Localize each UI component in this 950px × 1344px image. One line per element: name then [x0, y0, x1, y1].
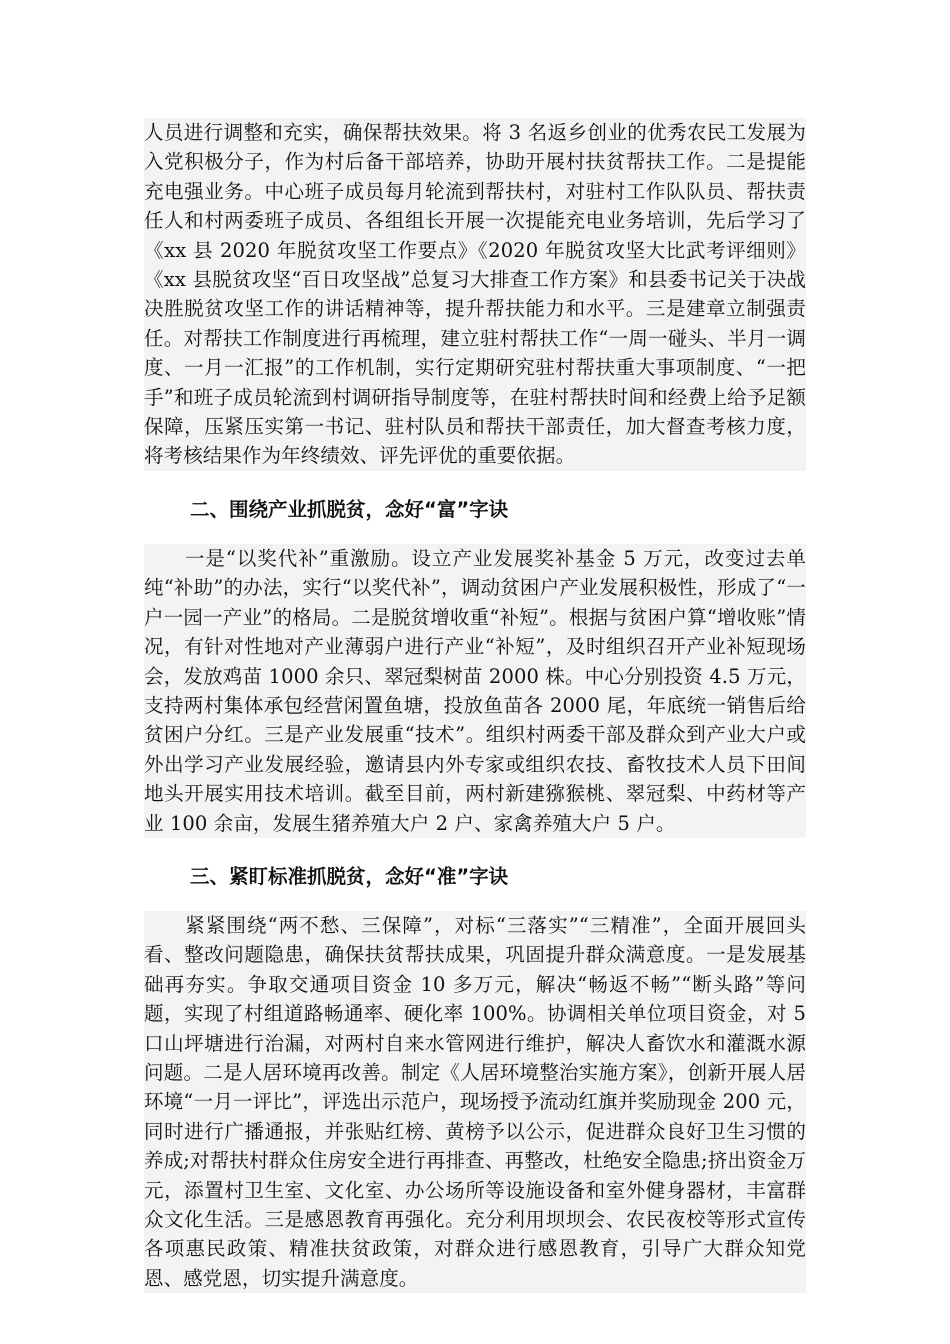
spacer — [144, 838, 806, 862]
document-page — [144, 118, 813, 1293]
section-heading-3: 三、紧盯标准抓脱贫，念好“准”字诀 — [190, 864, 509, 888]
section-heading-2: 二、围绕产业抓脱贫，念好“富”字诀 — [190, 497, 509, 521]
body-paragraph-2: 一是“以奖代补”重激励。设立产业发展奖补基金 5 万元，改变过去单纯“补助”的办法，实行“以奖代补”，调动贫困户产业发展积极性，形成了“一户一园一产业”的格局。二是脱贫增收重“补短”。根据与贫困户算“增收账”情况，有针对性地对产业薄弱户进行产业“补短”，及时组织召开产业补短现场会，发放鸡苗 1000 余只、翠冠梨树苗 2000 株。中心分别投资 4.5 万元，支持两村集体承包经营闲置鱼塘，投放鱼苗各 2000 尾，年底统一销售后给贫困户分红。三是产业发展重“技术”。组织村两委干部及群众到产业大户或外出学习产业发展经验，邀请县内外专家或组织农技、畜牧技术人员下田间地头开展实用技术培训。截至目前，两村新建猕猴桃、翠冠梨、中药材等产业 100 余亩，发展生猪养殖大户 2 户、家禽养殖大户 5 户。 — [144, 544, 806, 838]
spacer — [144, 524, 806, 544]
spacer — [144, 471, 806, 495]
body-paragraph-3: 紧紧围绕“两不愁、三保障”，对标“三落实”“三精准”，全面开展回头看、整改问题隐患，确保扶贫帮扶成果，巩固提升群众满意度。一是发展基础再夯实。争取交通项目资金 10 多万元，解决“畅返不畅”“断头路”等问题，实现了村组道路畅通率、硬化率 100%。协调相关单位项目资金，对 5 口山坪塘进行治漏，对两村自来水管网进行维护，解决人畜饮水和灌溉水源问题。二是人居环境再改善。制定《人居环境整治实施方案》，创新开展人居环境“一月一评比”，评选出示范户，现场授予流动红旗并奖励现金 200 元，同时进行广播通报，并张贴红榜、黄榜予以公示，促进群众良好卫生习惯的养成;对帮扶村群众住房安全进行再排查、再整改，杜绝安全隐患;挤出资金万元，添置村卫生室、文化室、办公场所等设施设备和室外健身器材，丰富群众文化生活。三是感恩教育再强化。充分利用坝坝会、农民夜校等形式宣传各项惠民政策、精准扶贫政策，对群众进行感恩教育，引导广大群众知党恩、感党恩，切实提升满意度。 — [144, 911, 806, 1293]
spacer — [144, 891, 806, 911]
body-paragraph-1: 人员进行调整和充实，确保帮扶效果。将 3 名返乡创业的优秀农民工发展为入党积极分子，作为村后备干部培养，协助开展村扶贫帮扶工作。二是提能充电强业务。中心班子成员每月轮流到帮扶村，对驻村工作队队员、帮扶责任人和村两委班子成员、各组组长开展一次提能充电业务培训，先后学习了《xx 县 2020 年脱贫攻坚工作要点》《2020 年脱贫攻坚大比武考评细则》《xx 县脱贫攻坚“百日攻坚战”总复习大排查工作方案》和县委书记关于决战决胜脱贫攻坚工作的讲话精神等，提升帮扶能力和水平。三是建章立制强责任。对帮扶工作制度进行再梳理，建立驻村帮扶工作“一周一碰头、半月一调度、一月一汇报”的工作机制，实行定期研究驻村帮扶重大事项制度、“一把手”和班子成员轮流到村调研指导制度等，在驻村帮扶时间和经费上给予足额保障，压紧压实第一书记、驻村队员和帮扶干部责任，加大督查考核力度，将考核结果作为年终绩效、评先评优的重要依据。 — [144, 118, 806, 471]
